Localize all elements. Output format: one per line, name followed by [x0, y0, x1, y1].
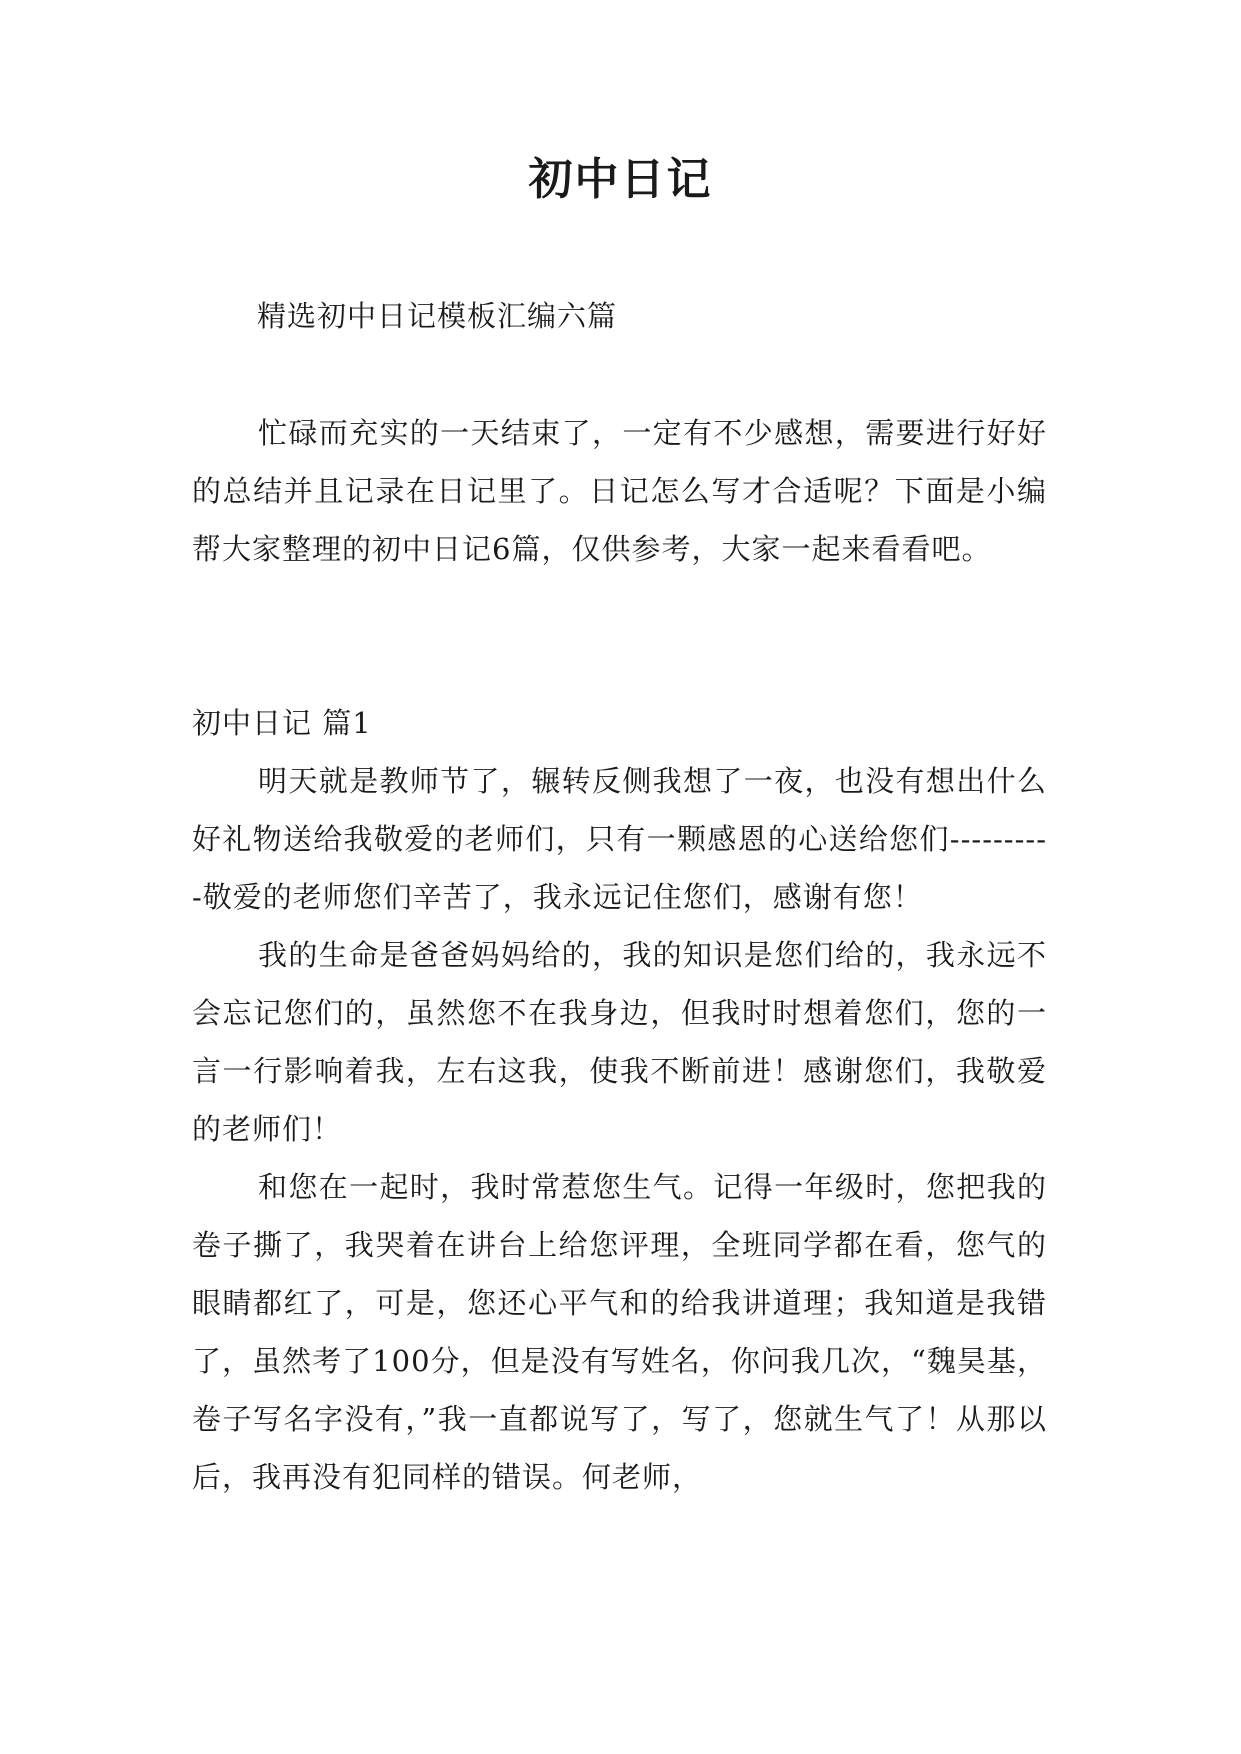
- section-heading: 初中日记 篇1: [192, 706, 372, 740]
- article-section: [192, 694, 1047, 1506]
- document-subtitle: 精选初中日记模板汇编六篇: [257, 299, 618, 333]
- body-paragraph-2: 我的生命是爸爸妈妈给的，我的知识是您们给的，我永远不会忘记您们的，虽然您不在我身边，但我时时想着您们，您的一言一行影响着我，左右这我，使我不断前进！感谢您们，我敬爱的老师们！: [192, 938, 1047, 1146]
- document-title: 初中日记: [528, 154, 713, 205]
- intro-paragraph: 忙碌而充实的一天结束了，一定有不少感想，需要进行好好的总结并且记录在日记里了。日记怎么写才合适呢？下面是小编帮大家整理的初中日记6篇，仅供参考，大家一起来看看吧。: [192, 416, 1047, 566]
- intro-block: [192, 404, 1047, 578]
- body-paragraph-1: 明天就是教师节了，辗转反侧我想了一夜，也没有想出什么好礼物送给我敬爱的老师们，只有一颗感恩的心送给您们----------敬爱的老师您们辛苦了，我永远记住您们，感谢有您！: [192, 764, 1047, 914]
- body-paragraph-3: 和您在一起时，我时常惹您生气。记得一年级时，您把我的卷子撕了，我哭着在讲台上给您评理，全班同学都在看，您气的眼睛都红了，可是，您还心平气和的给我讲道理；我知道是我错了，虽然考了100分，但是没有写姓名，你问我几次，“魏昊基，卷子写名字没有，”我一直都说写了，写了，您就生气了！从那以后，我再没有犯同样的错误。何老师，: [192, 1170, 1047, 1494]
